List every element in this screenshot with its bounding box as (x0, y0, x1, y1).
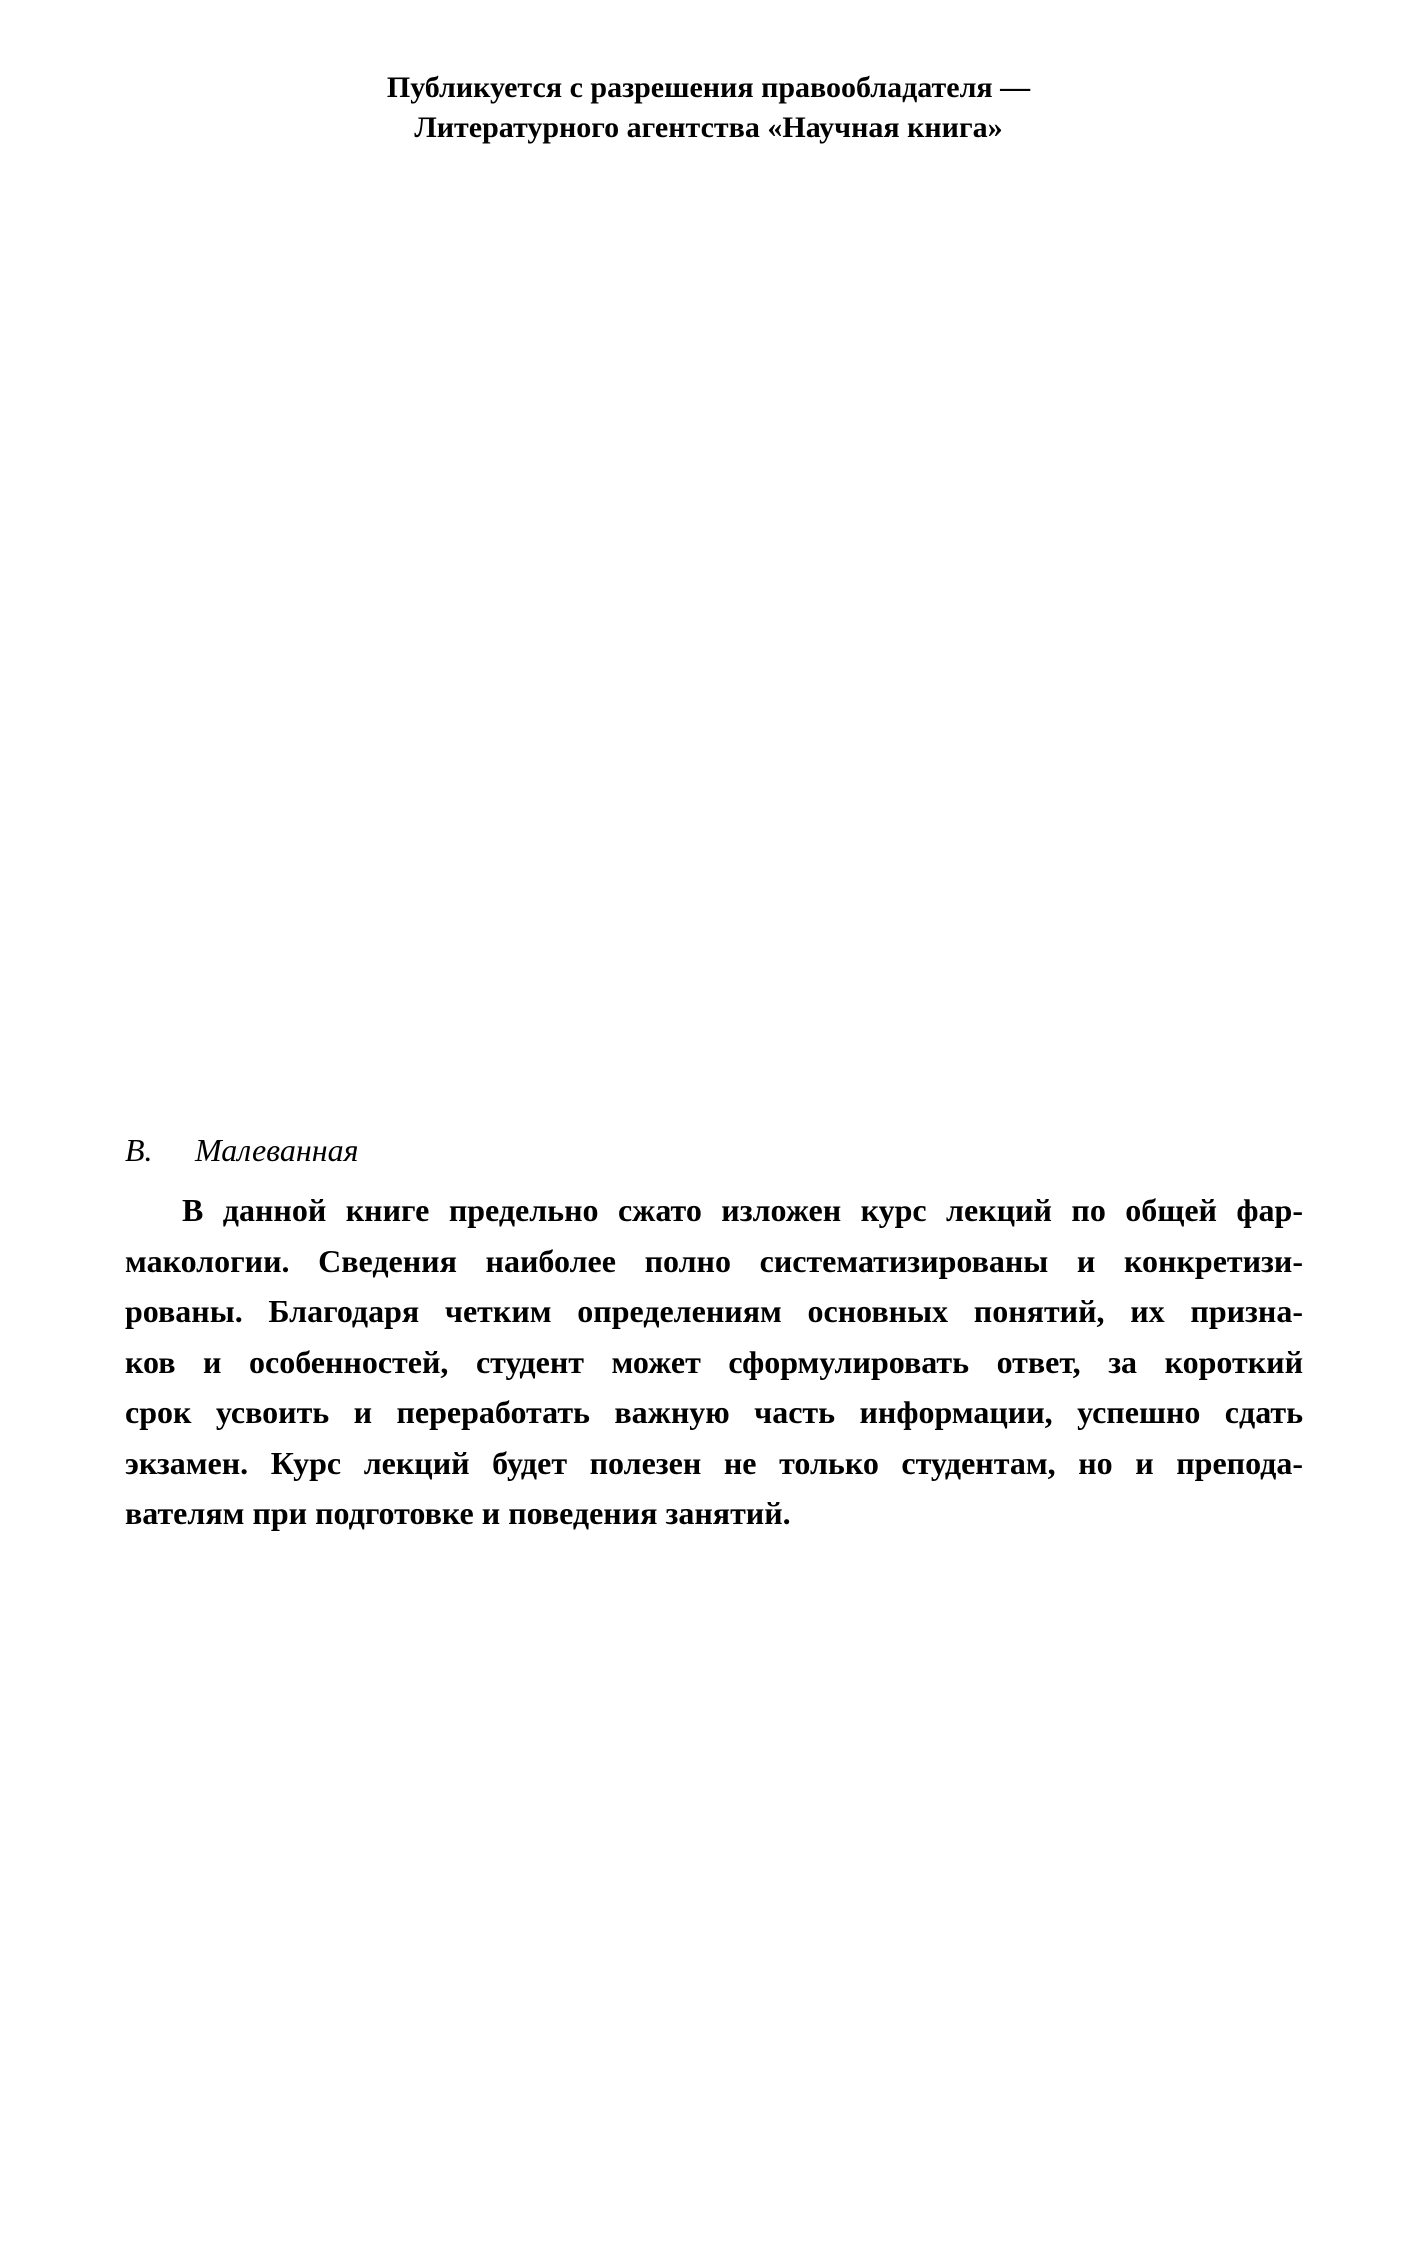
abstract-line: В данной книге предельно сжато изложен курс лекций по общей фар- (182, 1192, 1303, 1228)
author-initial: В. (125, 1132, 153, 1168)
publisher-notice-line-2: Литературного агентства «Научная книга» (414, 111, 1003, 144)
abstract-line: срок усвоить и переработать важную часть информации, успешно сдать (125, 1394, 1303, 1430)
abstract-line: рованы. Благодаря четким определениям основных понятий, их призна- (125, 1293, 1303, 1329)
publisher-notice-line-1: Публикуется с разрешения правообладателя — (386, 71, 1031, 104)
abstract-line: вателям при подготовке и поведения занятий. (125, 1495, 791, 1531)
abstract-line: макологии. Сведения наиболее полно систематизированы и конкретизи- (125, 1242, 1303, 1279)
abstract-line: экзамен. Курс лекций будет полезен не только студентам, но и препода- (125, 1444, 1303, 1481)
abstract-line: ков и особенностей, студент может сформулировать ответ, за короткий (125, 1343, 1303, 1380)
author-surname: Малеванная (195, 1132, 359, 1168)
book-abstract (125, 1185, 1303, 1539)
author-name (125, 1130, 358, 1170)
publisher-notice (0, 68, 1417, 148)
